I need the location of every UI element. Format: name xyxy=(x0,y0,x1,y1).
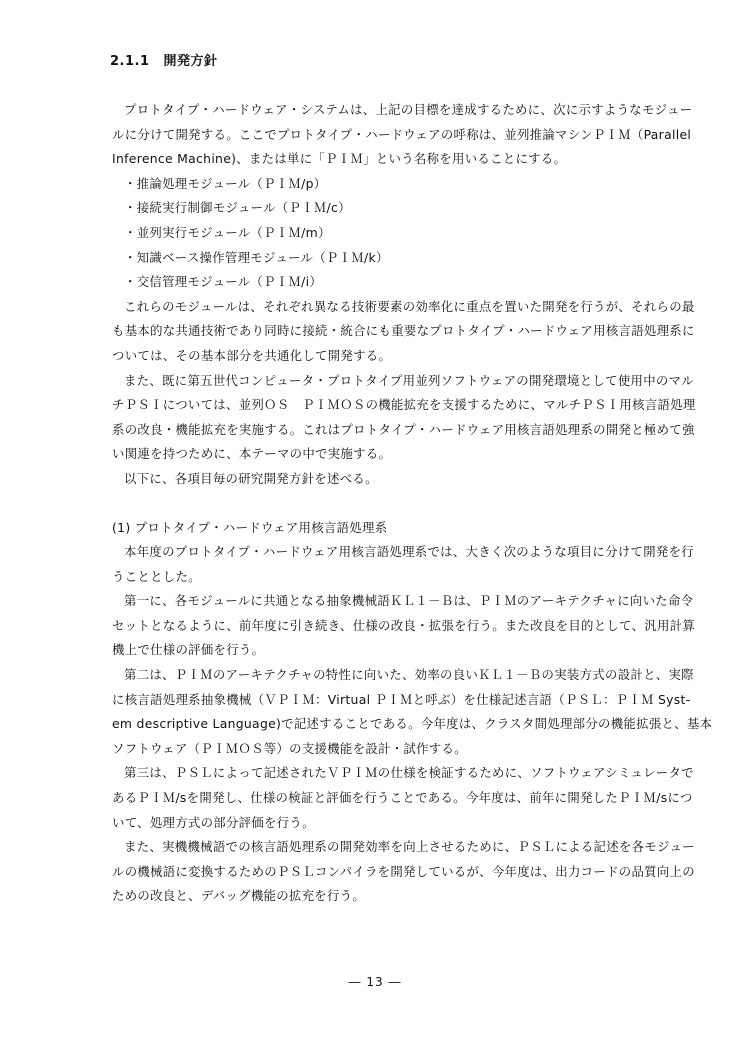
paragraph-line: ついては、その基本部分を共通化して開発する。 xyxy=(112,347,392,363)
paragraph-line: チＰＳＩについては、並列ＯＳ ＰＩＭＯＳの機能拡充を支援するために、マルチＰＳＩ用核言語処理 xyxy=(112,397,696,413)
paragraph-line: 第三は、ＰＳＬによって記述されたＶＰＩＭの仕様を検証するために、ソフトウェアシミュレータで xyxy=(124,765,694,781)
blank-line xyxy=(112,492,712,516)
paragraph-line: 本年度のプロトタイプ・ハードウェア用核言語処理系では、大きく次のような項目に分けて開発を行 xyxy=(124,544,694,560)
paragraph-line: これらのモジュールは、それぞれ異なる技術要素の効率化に重点を置いた開発を行うが、それらの最 xyxy=(124,298,695,314)
paragraph-line: 系の改良・機能拡充を実施する。これはプロトタイプ・ハードウェア用核言語処理系の開発と極めて強 xyxy=(112,421,695,437)
subsection-heading: (1) プロトタイプ・ハードウェア用核言語処理系 xyxy=(112,519,388,535)
document-body xyxy=(112,98,712,909)
paragraph-line: に核言語処理系抽象機械（ＶＰＩＭ：Virtual ＰＩＭと呼ぶ）を仕様記述言語（ＰＳＬ：ＰＩＭ Syst- xyxy=(112,691,691,707)
paragraph-line: また、既に第五世代コンピュータ・プロトタイプ用並列ソフトウェアの開発環境として使用中のマル xyxy=(124,372,694,388)
intro-line: プロトタイプ・ハードウェア・システムは、上記の目標を達成するために、次に示すようなモジュー xyxy=(124,102,693,117)
page-number: ― 13 ― xyxy=(348,975,402,989)
module-list-item: ・知識ベース操作管理モジュール（ＰＩＭ/k） xyxy=(124,249,389,265)
paragraph-line: ルの機械語に変換するためのＰＳＬコンパイラを開発しているが、今年度は、出力コードの品質向上の xyxy=(112,863,695,879)
paragraph-line: 以下に、各項目毎の研究開発方針を述べる。 xyxy=(124,470,378,486)
paragraph-line: 第二は、ＰＩＭのアーキテクチャの特性に向いた、効率の良いＫＬ１－Ｂの実装方式の設計と、実際 xyxy=(124,667,694,683)
paragraph-line: ソフトウェア（ＰＩＭＯＳ等）の支援機能を設計・試作する。 xyxy=(112,740,467,756)
paragraph-line: い関連を持つために、本テーマの中で実施する。 xyxy=(112,446,392,462)
intro-line: ルに分けて開発する。ここでプロトタイプ・ハードウェアの呼称は、並列推論マシンＰＩＭ（Parallel xyxy=(112,126,692,142)
section-heading xyxy=(110,50,218,69)
paragraph-line: 第一に、各モジュールに共通となる抽象機械語ＫＬ１－Ｂは、ＰＩＭのアーキテクチャに向いた命令 xyxy=(124,593,694,609)
module-list-item: ・交信管理モジュール（ＰＩＭ/i） xyxy=(124,274,323,290)
paragraph-line: 機上で仕様の評価を行う。 xyxy=(112,642,265,658)
intro-line: Inference Machine)、または単に「ＰＩＭ」という名称を用いることにする。 xyxy=(112,151,567,167)
section-number: 2.1.1 xyxy=(110,54,150,69)
paragraph-line: セットとなるように、前年度に引き続き、仕様の改良・拡張を行う。また改良を目的として、汎用計算 xyxy=(112,617,696,633)
paragraph-line: あるＰＩＭ/sを開発し、仕様の検証と評価を行うことである。今年度は、前年に開発したＰＩＭ/sにつ xyxy=(112,790,693,806)
paragraph-line: ための改良と、デバッグ機能の拡充を行う。 xyxy=(112,888,366,904)
module-list-item: ・推論処理モジュール（ＰＩＭ/p） xyxy=(124,175,327,191)
paragraph-line: うこととした。 xyxy=(112,568,201,584)
paragraph-line: も基本的な共通技術であり同時に接続・統合にも重要なプロトタイプ・ハードウェア用核言語処理系に xyxy=(112,323,695,339)
paragraph-line: いて、処理方式の部分評価を行う。 xyxy=(112,814,315,830)
paragraph-line: また、実機機械語での核言語処理系の開発効率を向上させるために、ＰＳＬによる記述を各モジュー xyxy=(124,839,695,855)
module-list-item: ・接続実行制御モジュール（ＰＩＭ/c） xyxy=(124,200,351,216)
section-title: 開発方針 xyxy=(163,54,218,69)
module-list-item: ・並列実行モジュール（ＰＩＭ/m） xyxy=(124,224,331,240)
paragraph-line: em descriptive Language)で記述することである。今年度は、クラスタ間処理部分の機能拡張と、基本 xyxy=(112,716,712,732)
